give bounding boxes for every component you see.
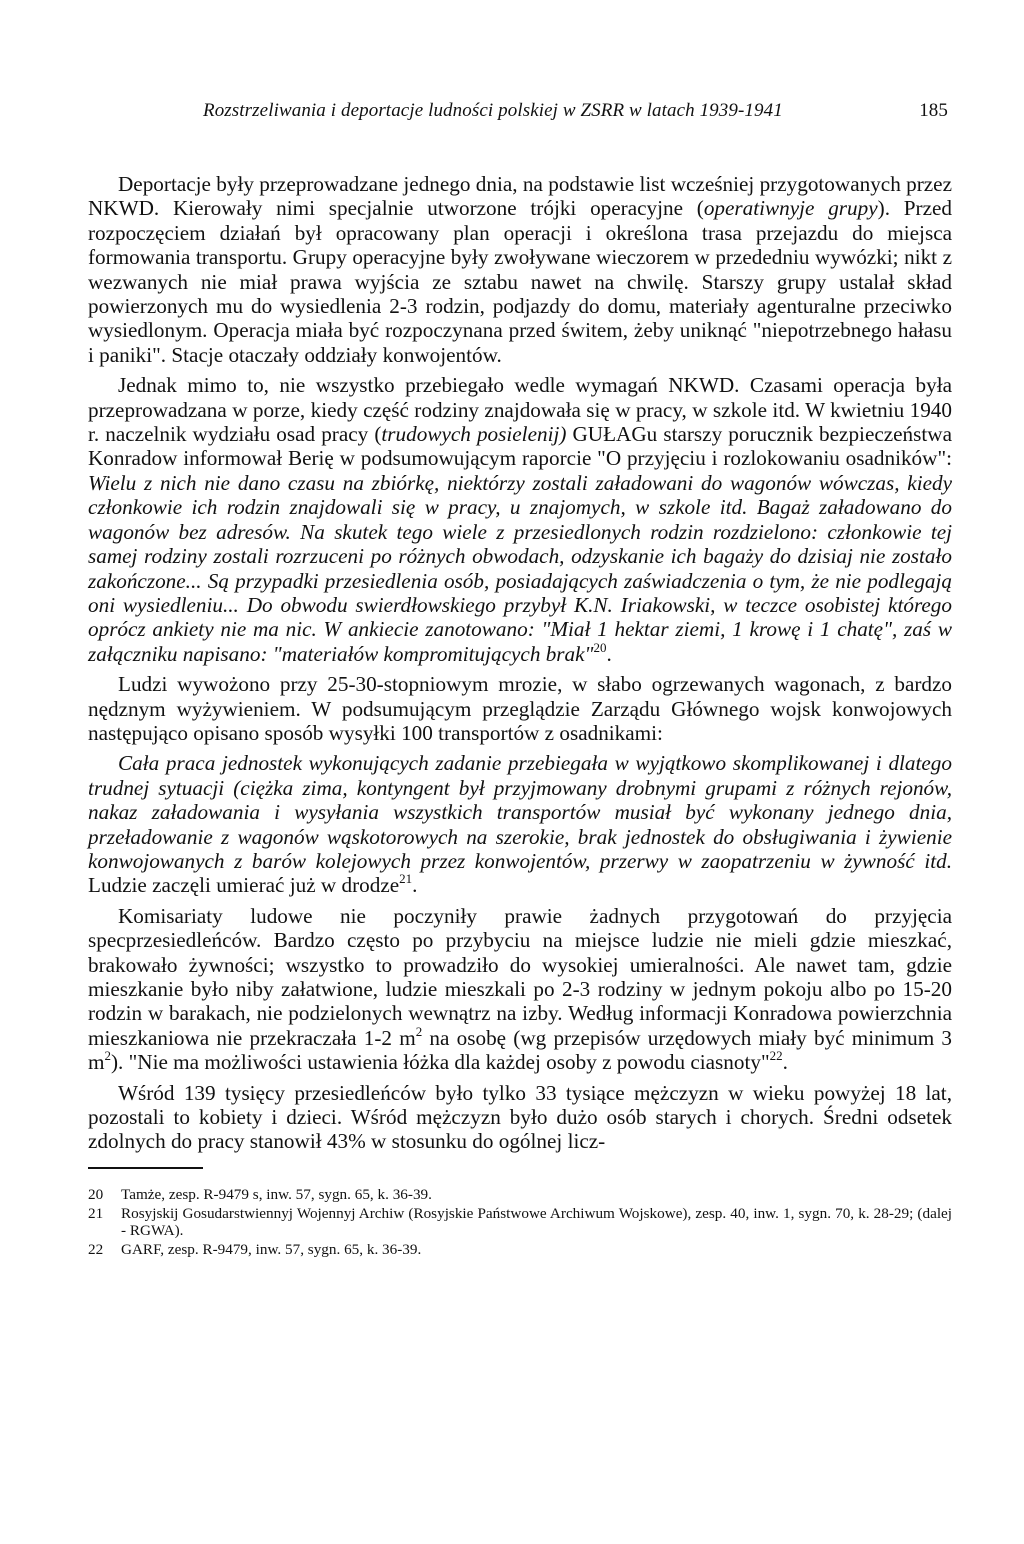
text-run: Ludzi wywożono przy 25-30-stopniowym mrozie, w słabo ogrzewanych wagonach, z bardzo nędznym wyżywieniem. W podsumującym przeglądzie Zarządu Głównego wojsk konwojowych następująco opisano sposób wysyłki 100 transportów z osadnikami:	[88, 672, 952, 745]
footnote-number: 21	[88, 1204, 104, 1222]
page-number: 185	[919, 100, 948, 121]
running-title: Rozstrzeliwania i deportacje ludności polskiej w ZSRR w latach 1939-1941	[203, 100, 783, 121]
footnote-item	[88, 1205, 952, 1239]
block-quote-paragraph	[88, 751, 952, 897]
text-run: Komisariaty ludowe nie poczyniły prawie żadnych przygotowań do przyjęcia specprzesiedleńców. Bardzo często po przybyciu na miejsce ludzie nie mieli gdzie mieszkać, brakowało żywności; wszystko to prowadziło do wysokiej umieralności. Ale nawet tam, gdzie mieszkanie było niby załatwione, ludzie mieszkali po 2-3 rodziny w jednym pokoju albo po 15-20 rodzin w barakach, nie podzielonych wewnątrz na izby. Według informacji Konradowa powierzchnia mieszkaniowa nie przekraczała 1-2 m	[88, 903, 952, 1050]
text-run: GUŁAGu starszy porucznik bezpieczeństwa Konradow informował Berię w podsumowującym raporcie "O przyjęciu i rozlokowaniu osadników":	[88, 422, 952, 471]
italic-text-run: trudowych posielenij)	[381, 422, 567, 447]
footnote-text: GARF, zesp. R-9479, inw. 57, sygn. 65, k. 36-39.	[121, 1240, 422, 1258]
body-paragraph	[88, 1081, 952, 1154]
body-paragraph	[88, 373, 952, 666]
footnotes	[88, 1186, 952, 1258]
footnote-number: 22	[88, 1240, 104, 1258]
footnote-reference: 2	[104, 1048, 111, 1064]
footnote-reference: 21	[399, 871, 413, 887]
italic-text-run: Cała praca jednostek wykonujących zadanie przebiegała w wyjątkowo skomplikowanej i dlatego trudnej sytuacji (ciężka zima, kontyngent był przyjmowany drobnymi grupami z różnych rejonów, nakaz załadowania i wysyłania wszystkich transportów musiał być wykonany jednego dnia, przeładowanie z wagonów wąskotorowych na szerokie, brak jednostek do obsługiwania i żywienie konwojowanych z barów kolejowych przez konwojentów, przerwy w zaopatrzeniu w żywność itd.	[88, 751, 952, 873]
body-paragraph	[88, 904, 952, 1075]
text-run: .	[782, 1050, 788, 1075]
footnote-number: 20	[88, 1185, 104, 1203]
body-paragraph	[88, 172, 952, 367]
text-run: Ludzie zaczęli umierać już w drodze	[88, 873, 400, 898]
body-text	[88, 172, 952, 1154]
footnote-separator	[88, 1167, 203, 1169]
footnote-item	[88, 1186, 952, 1203]
text-run: Wśród 139 tysięcy przesiedleńców było tylko 33 tysiące mężczyzn w wieku powyżej 18 lat, pozostali to kobiety i dzieci. Wśród mężczyzn było dużo osób starych i chorych. Średni odsetek zdolnych do pracy stanowił 43% w stosunku do ogólnej licz-	[88, 1080, 952, 1154]
text-run: .	[606, 641, 612, 666]
text-run: Jednak mimo to, nie wszystko przebiegało wedle wymagań NKWD. Czasami operacja była przeprowadzana w porze, kiedy część rodziny znajdowała się w pracy, w szkole itd. W kwietniu 1940 r. naczelnik wydziału osad pracy (	[88, 373, 952, 447]
body-paragraph	[88, 672, 952, 745]
footnote-reference: 2	[415, 1023, 423, 1039]
document-page	[88, 100, 952, 1260]
italic-text-run: operatiwnyje grupy	[703, 196, 878, 221]
text-run: .	[412, 873, 418, 898]
text-run: Deportacje były przeprowadzane jednego dnia, na podstawie list wcześniej przygotowanych przez NKWD. Kierowały nimi specjalnie utworzone trójki operacyjne (	[88, 172, 952, 221]
text-run: na osobę (wg przepisów urzędowych miały być minimum 3 m	[88, 1025, 952, 1075]
footnote-reference: 20	[593, 639, 607, 655]
text-run: ). "Nie ma możliwości ustawienia łóżka dla każdej osoby z powodu ciasnoty"	[110, 1050, 770, 1075]
footnote-text: Rosyjskij Gosudarstwiennyj Wojennyj Archiw (Rosyjskie Państwowe Archiwum Wojskowe), zesp. 40, inw. 1, sygn. 70, k. 28-29; (dalej - RGWA).	[121, 1204, 952, 1239]
page-header	[203, 100, 952, 122]
footnote-reference: 22	[769, 1048, 783, 1064]
italic-text-run: Wielu z nich nie dano czasu na zbiórkę, niektórzy zostali załadowani do wagonów wówczas, kiedy członkowie ich rodzin znajdowali się w pracy, u znajomych, w szkole itd. Bagaż załadowano do wagonów bez adresów. Na skutek tego wiele z przesiedlonych rodzin rozdzielono: członkowie tej samej rodziny zostali rozrzuceni po różnych obwodach, odzyskanie ich bagaży do dzisiaj nie zostało zakończone... Są przypadki przesiedlenia osób, posiadających zaświadczenia o tym, że nie podlegają oni wysiedleniu... Do obwodu swierdłowskiego przybył K.N. Iriakowski, w teczce osobistej którego oprócz ankiety nie ma nic. W ankiecie zanotowano: "Miał 1 hektar ziemi, 1 krowę i 1 chatę", zaś w załączniku napisano: "materiałów kompromitujących brak"	[88, 470, 952, 666]
text-run: ). Przed rozpoczęciem działań był opracowany plan operacji i określona trasa przejazdu do miejsca formowania transportu. Grupy operacyjne były zwoływane wieczorem w przededniu wywózki; nikt z wezwanych nie miał prawa wyjścia ze sztabu nawet na chwilę. Starszy grupy ustalał skład powierzonych mu do wysiedlenia 2-3 rodzin, podjazdy do domu, materiały agenturalne przeciwko wysiedlonym. Operacja miała być rozpoczynana przed świtem, żeby uniknąć "niepotrzebnego hałasu i paniki". Stacje otaczały oddziały konwojentów.	[88, 196, 953, 367]
footnote-item	[88, 1241, 952, 1258]
footnote-text: Tamże, zesp. R-9479 s, inw. 57, sygn. 65, k. 36-39.	[121, 1185, 432, 1203]
